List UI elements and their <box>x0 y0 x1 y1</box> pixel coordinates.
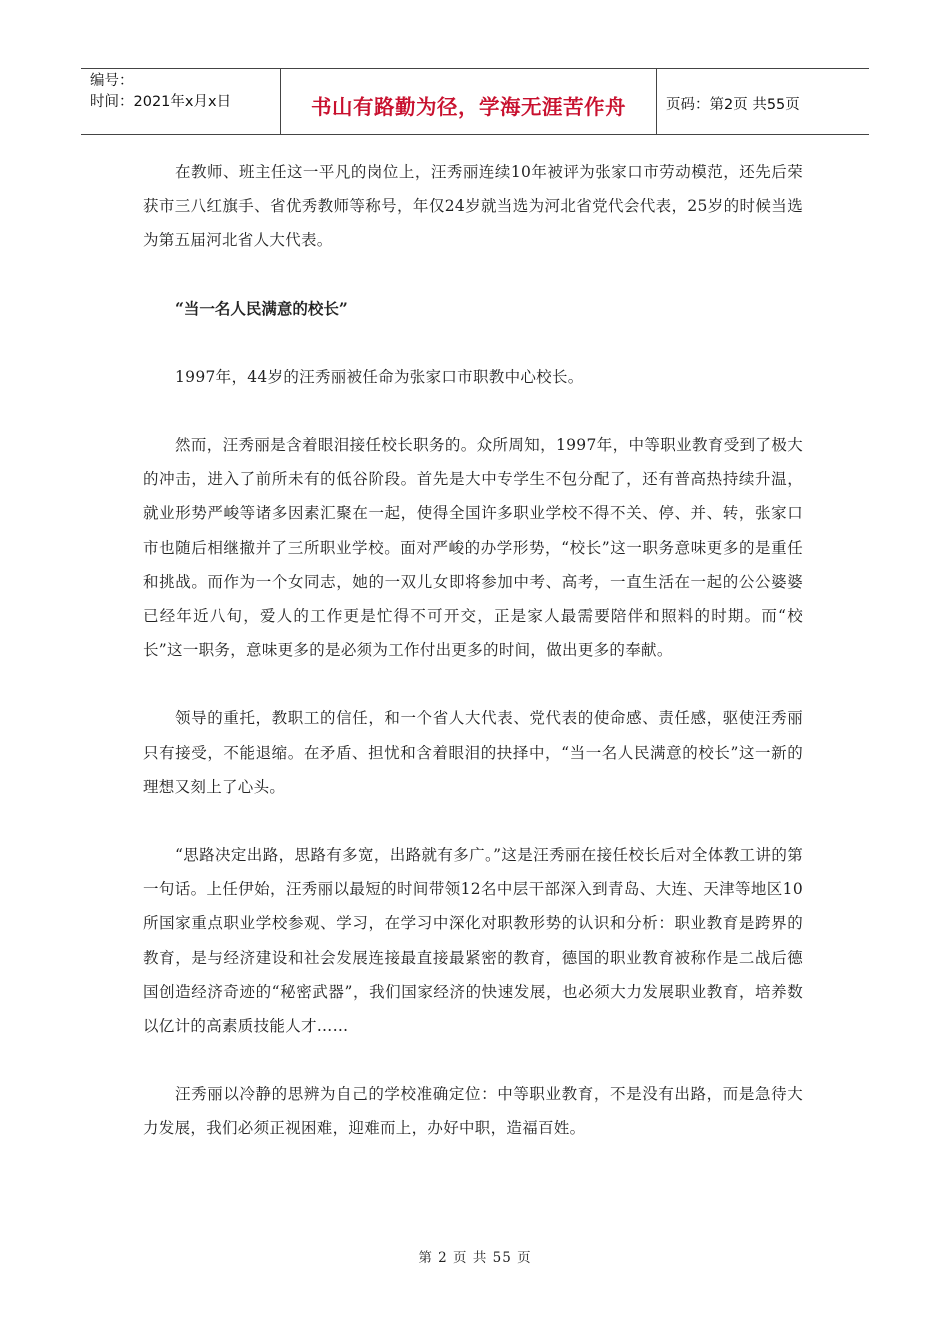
page-header <box>81 68 869 135</box>
paragraph-challenges: 然而，汪秀丽是含着眼泪接任校长职务的。众所周知，1997年，中等职业教育受到了极大的冲击，进入了前所未有的低谷阶段。首先是大中专学生不包分配了，还有普高热持续升温，就业形势严峻等诸多因素汇聚在一起，使得全国许多职业学校不得不关、停、并、转，张家口市也随后相继撤并了三所职业学校。面对严峻的办学形势，“校长”这一职务意味更多的是重任和挑战。而作为一个女同志，她的一双儿女即将参加中考、高考，一直生活在一起的公公婆婆已经年近八旬，爱人的工作更是忙得不可开交，正是家人最需要陪伴和照料的时期。而“校长”这一职务，意味更多的是必须为工作付出更多的时间，做出更多的奉献。 <box>143 436 803 660</box>
header-meta <box>81 69 281 134</box>
document-date-label: 时间：2021年x月x日 <box>90 94 232 110</box>
paragraph-acceptance: 领导的重托，教职工的信任，和一个省人大代表、党代表的使命感、责任感，驱使汪秀丽只有接受，不能退缩。在矛盾、担忧和含着眼泪的抉择中，“当一名人民满意的校长”这一新的理想又刻上了心头。 <box>143 709 803 796</box>
header-motto: 书山有路勤为径，学海无涯苦作舟 <box>281 69 657 134</box>
paragraph-positioning: 汪秀丽以冷静的思辨为自己的学校准确定位：中等职业教育，不是没有出路，而是急待大力发展，我们必须正视困难，迎难而上，办好中职，造福百姓。 <box>143 1085 803 1138</box>
header-page-number: 页码：第2页 共55页 <box>666 96 800 113</box>
paragraph-strategy: “思路决定出路，思路有多宽，出路就有多广。”这是汪秀丽在接任校长后对全体教工讲的第一句话。上任伊始，汪秀丽以最短的时间带领12名中层干部深入到青岛、大连、天津等地区10所国家重点职业学校参观、学习，在学习中深化对职教形势的认识和分析：职业教育是跨界的教育，是与经济建设和社会发展连接最直接最紧密的教育，德国的职业教育被称作是二战后德国创造经济奇迹的“秘密武器”，我们国家经济的快速发展，也必须大力发展职业教育，培养数以亿计的高素质技能人才…… <box>143 846 803 1036</box>
paragraph-intro: 在教师、班主任这一平凡的岗位上，汪秀丽连续10年被评为张家口市劳动模范，还先后荣获市三八红旗手、省优秀教师等称号，年仅24岁就当选为河北省党代会代表，25岁的时候当选为第五届河北省人大代表。 <box>143 163 803 250</box>
document-number-label: 编号： <box>90 73 134 89</box>
section-heading: “当一名人民满意的校长” <box>175 298 348 318</box>
document-body <box>143 155 803 1180</box>
paragraph-appointment: 1997年，44岁的汪秀丽被任命为张家口市职教中心校长。 <box>175 367 584 386</box>
page-footer: 第 2 页 共 55 页 <box>418 1250 532 1266</box>
